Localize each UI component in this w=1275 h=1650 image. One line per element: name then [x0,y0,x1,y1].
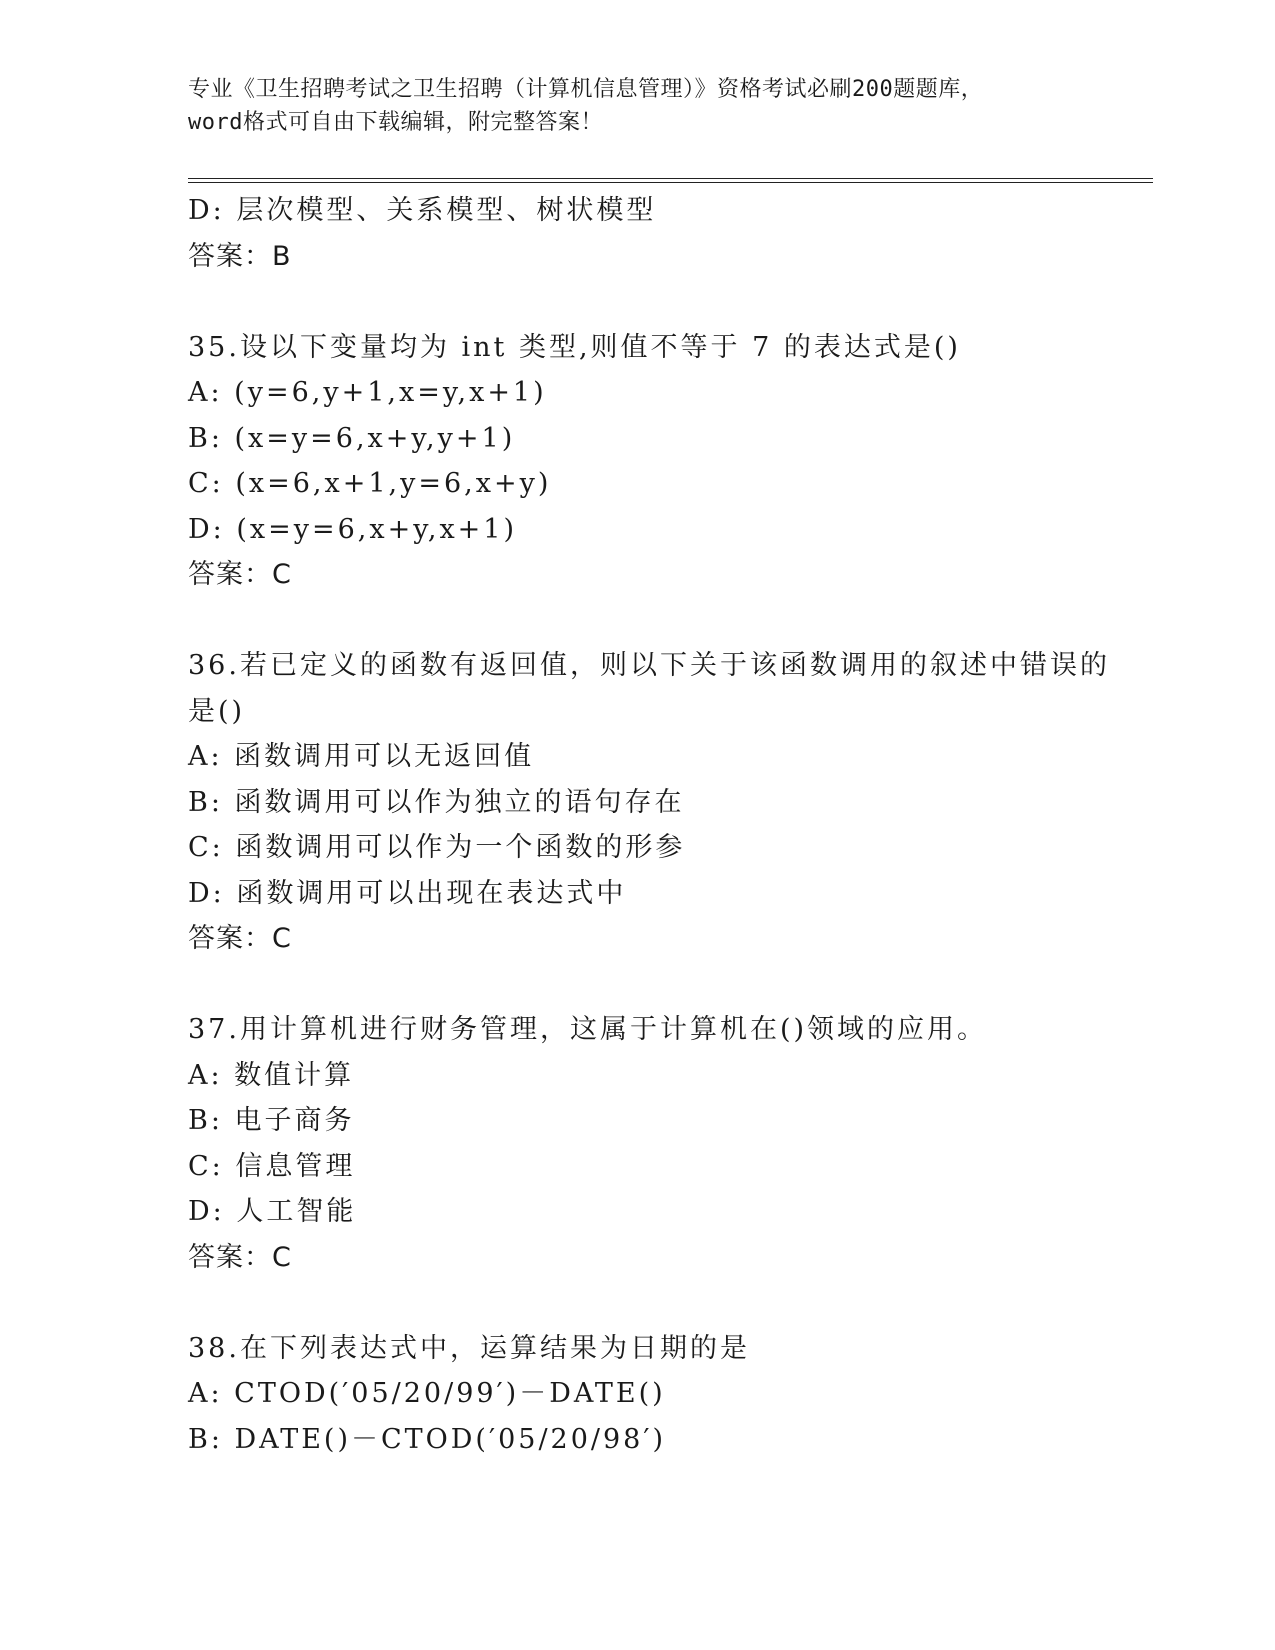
page-header [188,73,1088,139]
spacer [188,962,1128,1008]
header-line-2: word格式可自由下载编辑，附完整答案！ [188,110,603,135]
option-c: C: 信息管理 [188,1150,356,1182]
option-d: D: 函数调用可以出现在表达式中 [188,877,627,909]
option-b: B: 电子商务 [188,1105,355,1136]
answer: 答案：C [188,1241,292,1273]
option-a: A: 数值计算 [188,1059,355,1091]
option-d: D: (x=y=6,x+y,x+1) [188,513,518,545]
option-b: B: DATE()－CTOD(′05/20/98′) [188,1423,667,1455]
previous-question-tail [188,188,1128,279]
header-rule-bottom [188,182,1153,183]
option-c: C: (x=6,x+1,y=6,x+y) [188,468,552,499]
spacer [188,598,1128,644]
option-c: C: 函数调用可以作为一个函数的形参 [188,832,686,863]
question-stem: 38.在下列表达式中，运算结果为日期的是 [188,1332,750,1364]
option-b: B: 函数调用可以作为独立的语句存在 [188,786,685,818]
option-b: B: (x=y=6,x+y,y+1) [188,422,516,454]
option-a: A: CTOD(′05/20/99′)－DATE() [188,1378,666,1409]
question-list [188,188,1128,1462]
answer: 答案：C [188,559,292,590]
question-stem-continued: 是() [188,695,246,727]
answer: 答案：B [188,240,292,272]
option-d: D: 人工智能 [188,1196,357,1227]
spacer [188,279,1128,325]
question-38 [188,1326,1128,1463]
question-stem: 37.用计算机进行财务管理，这属于计算机在()领域的应用。 [188,1014,988,1045]
option-a: A: 函数调用可以无返回值 [188,741,535,772]
header-rule-top [188,178,1153,179]
header-line-1: 专业《卫生招聘考试之卫生招聘（计算机信息管理）》资格考试必刷200题题库， [188,77,984,102]
question-stem: 35.设以下变量均为 int 类型,则值不等于 7 的表达式是() [188,331,961,363]
answer: 答案：C [188,923,292,954]
option-d: D: 层次模型、关系模型、树状模型 [188,195,657,226]
question-stem: 36.若已定义的函数有返回值，则以下关于该函数调用的叙述中错误的 [188,650,1110,681]
question-35 [188,325,1128,598]
option-a: A: (y=6,y+1,x=y,x+1) [188,377,547,408]
question-36 [188,643,1128,962]
question-37 [188,1007,1128,1280]
spacer [188,1280,1128,1326]
